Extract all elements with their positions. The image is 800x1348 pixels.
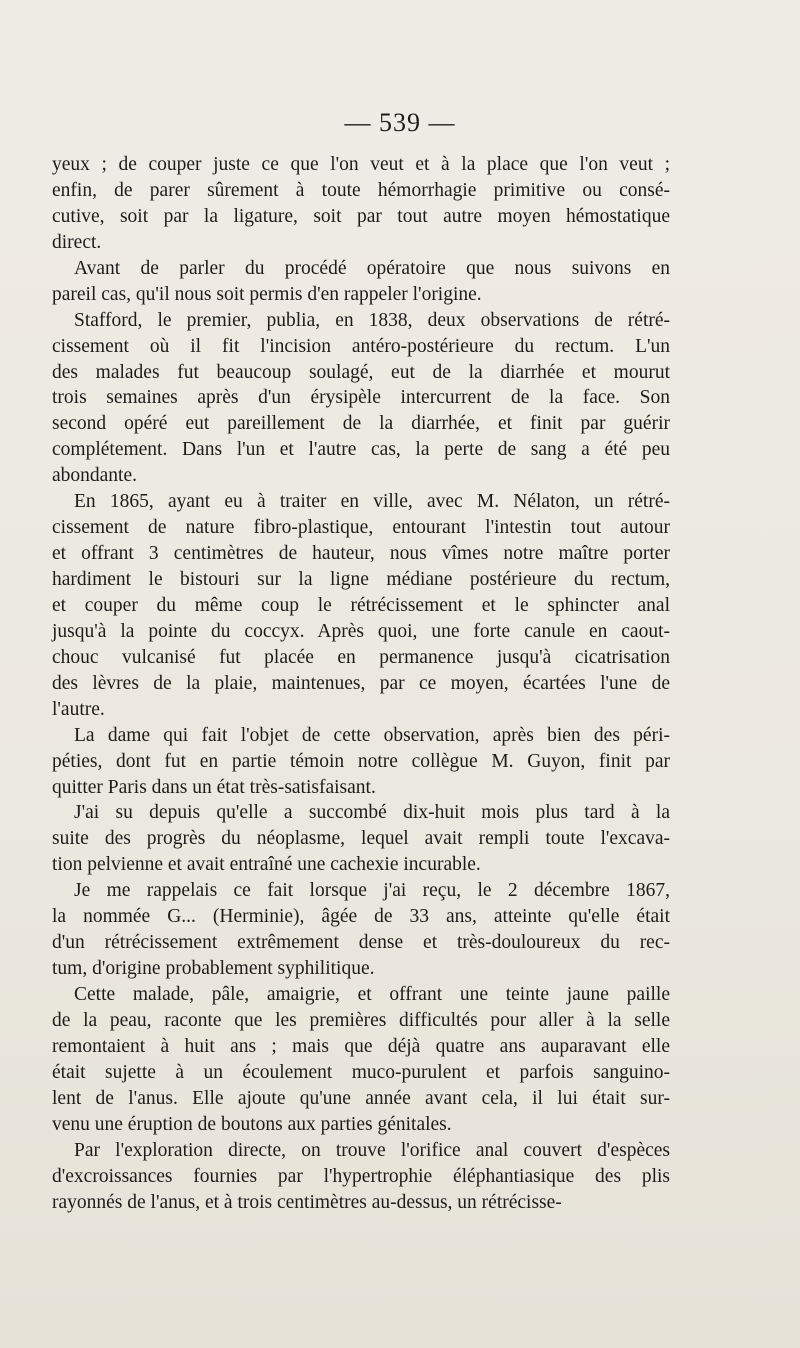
text-line: des malades fut beaucoup soulagé, eut de la diarrhée et mourut (52, 361, 670, 383)
paragraph (52, 800, 670, 878)
text-line: tion pelvienne et avait entraîné une cachexie incurable. (52, 854, 481, 876)
text-line: des lèvres de la plaie, maintenues, par ce moyen, écartées l'une de (52, 672, 670, 694)
text-line: cissement de nature fibro-plastique, entourant l'intestin tout autour (52, 517, 670, 539)
paragraph (52, 489, 670, 722)
text-line: hardiment le bistouri sur la ligne médiane postérieure du rectum, (52, 569, 670, 590)
paragraph (52, 308, 670, 490)
text-line: En 1865, ayant eu à traiter en ville, avec M. Nélaton, un rétré- (74, 491, 670, 513)
paragraph (52, 256, 670, 308)
text-line: et offrant 3 centimètres de hauteur, nous vîmes notre maître porter (52, 543, 670, 565)
text-line: direct. (52, 231, 102, 253)
text-line: second opéré eut pareillement de la diarrhée, et finit par guérir (52, 413, 670, 435)
paragraph (52, 982, 670, 1138)
paragraph (52, 878, 670, 982)
text-line: cutive, soit par la ligature, soit par tout autre moyen hémostatique (52, 205, 670, 227)
text-line: était sujette à un écoulement muco-purulent et parfois sanguino- (52, 1061, 670, 1083)
text-line: péties, dont fut en partie témoin notre collègue M. Guyon, finit par (52, 750, 670, 772)
text-line: complétement. Dans l'un et l'autre cas, la perte de sang a été peu (52, 439, 670, 461)
text-line: Avant de parler du procédé opératoire que nous suivons en (74, 257, 670, 279)
text-line: la nommée G... (Herminie), âgée de 33 ans, atteinte qu'elle était (52, 906, 670, 928)
text-line: enfin, de parer sûrement à toute hémorrhagie primitive ou consé- (52, 179, 670, 201)
text-line: lent de l'anus. Elle ajoute qu'une année avant cela, il lui était sur- (52, 1087, 670, 1109)
text-line: Je me rappelais ce fait lorsque j'ai reçu, le 2 décembre 1867, (74, 880, 670, 902)
text-line: cissement où il fit l'incision antéro-postérieure du rectum. L'un (52, 335, 670, 357)
text-line: trois semaines après d'un érysipèle intercurrent de la face. Son (52, 387, 670, 409)
text-line: remontaient à huit ans ; mais que déjà quatre ans auparavant elle (52, 1035, 670, 1057)
text-line: J'ai su depuis qu'elle a succombé dix-huit mois plus tard à la (74, 802, 670, 824)
text-line: quitter Paris dans un état très-satisfaisant. (52, 776, 376, 798)
text-line: tum, d'origine probablement syphilitique. (52, 958, 375, 980)
text-line: chouc vulcanisé fut placée en permanence jusqu'à cicatrisation (52, 646, 670, 668)
text-line: abondante. (52, 465, 138, 487)
text-line: La dame qui fait l'objet de cette observation, après bien des péri- (74, 724, 670, 746)
text-line: pareil cas, qu'il nous soit permis d'en rappeler l'origine. (52, 283, 482, 305)
paragraph (52, 1138, 670, 1216)
text-line: d'excroissances fournies par l'hypertrophie éléphantiasique des plis (52, 1165, 670, 1187)
text-line: Par l'exploration directe, on trouve l'orifice anal couvert d'espèces (74, 1139, 670, 1161)
page-number: — 539 — (344, 108, 456, 137)
text-line: suite des progrès du néoplasme, lequel avait rempli toute l'excava- (52, 828, 670, 850)
body-text (52, 152, 670, 1215)
text-line: d'un rétrécissement extrêmement dense et très-douloureux du rec- (52, 932, 670, 954)
text-line: de la peau, raconte que les premières difficultés pour aller à la selle (52, 1009, 670, 1031)
text-line: l'autre. (52, 698, 105, 720)
text-line: yeux ; de couper juste ce que l'on veut et à la place que l'on veut ; (52, 154, 670, 175)
paragraph (52, 723, 670, 801)
text-line: Cette malade, pâle, amaigrie, et offrant une teinte jaune paille (74, 984, 670, 1005)
text-line: jusqu'à la pointe du coccyx. Après quoi, une forte canule en caout- (52, 620, 670, 642)
text-line: Stafford, le premier, publia, en 1838, deux observations de rétré- (74, 309, 670, 331)
paragraph (52, 152, 670, 256)
text-line: rayonnés de l'anus, et à trois centimètres au-dessus, un rétrécisse- (52, 1191, 562, 1213)
text-line: venu une éruption de boutons aux parties génitales. (52, 1113, 452, 1135)
text-line: et couper du même coup le rétrécissement et le sphincter anal (52, 594, 670, 616)
